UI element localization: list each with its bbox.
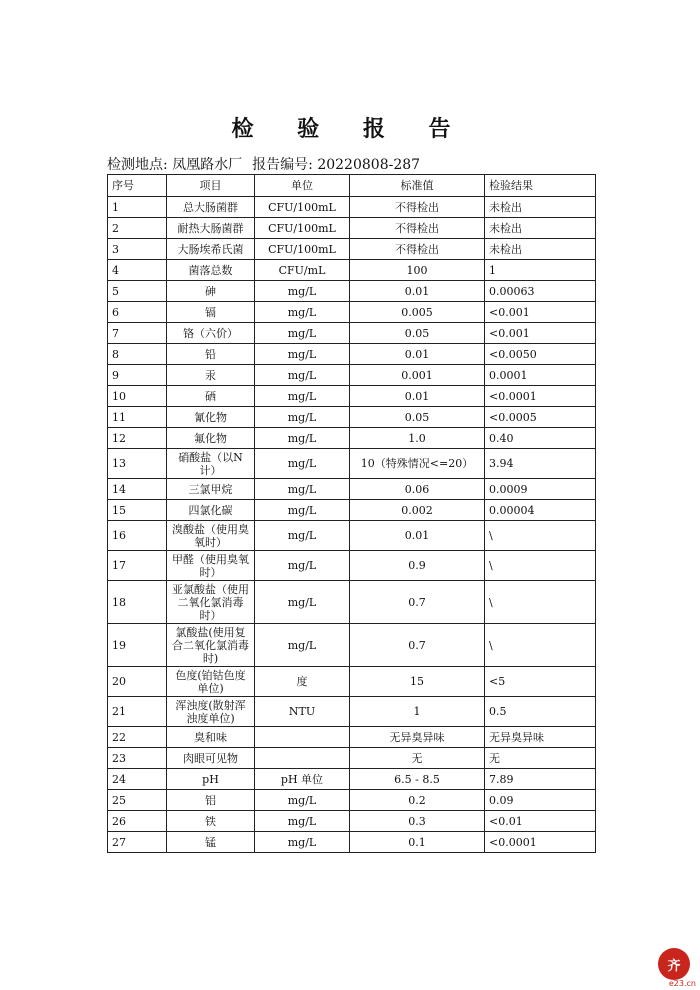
row-unit: mg/L xyxy=(255,624,350,667)
table-row xyxy=(108,281,596,302)
row-item: 锰 xyxy=(167,832,255,853)
table-row xyxy=(108,239,596,260)
row-unit: NTU xyxy=(255,697,350,727)
row-standard: 0.005 xyxy=(350,302,485,323)
row-result: <0.001 xyxy=(485,323,596,344)
table-row xyxy=(108,449,596,479)
row-result: 0.0001 xyxy=(485,365,596,386)
row-unit: mg/L xyxy=(255,281,350,302)
row-result: <0.01 xyxy=(485,811,596,832)
row-unit: mg/L xyxy=(255,790,350,811)
row-result: \ xyxy=(485,521,596,551)
report-meta xyxy=(107,154,430,174)
row-result: \ xyxy=(485,581,596,624)
row-result: 无异臭异味 xyxy=(485,727,596,748)
table-row xyxy=(108,748,596,769)
row-item: 大肠埃希氏菌 xyxy=(167,239,255,260)
row-result: \ xyxy=(485,551,596,581)
row-index: 8 xyxy=(108,344,167,365)
row-item: 耐热大肠菌群 xyxy=(167,218,255,239)
row-standard: 无异臭异味 xyxy=(350,727,485,748)
row-item: pH xyxy=(167,769,255,790)
row-unit: pH 单位 xyxy=(255,769,350,790)
table-body xyxy=(108,197,596,853)
row-standard: 0.05 xyxy=(350,323,485,344)
row-index: 1 xyxy=(108,197,167,218)
header-item: 项目 xyxy=(167,175,255,197)
row-unit: mg/L xyxy=(255,323,350,344)
row-standard: 0.001 xyxy=(350,365,485,386)
row-index: 19 xyxy=(108,624,167,667)
row-index: 10 xyxy=(108,386,167,407)
row-unit xyxy=(255,727,350,748)
table-row xyxy=(108,197,596,218)
row-result: <0.001 xyxy=(485,302,596,323)
row-result: <0.0001 xyxy=(485,832,596,853)
table-row xyxy=(108,428,596,449)
report-title: 检 验 报 告 xyxy=(231,116,469,142)
row-result: 0.40 xyxy=(485,428,596,449)
row-standard: 100 xyxy=(350,260,485,281)
row-standard: 不得检出 xyxy=(350,239,485,260)
table-row xyxy=(108,218,596,239)
row-index: 24 xyxy=(108,769,167,790)
row-standard: 0.01 xyxy=(350,281,485,302)
row-unit: CFU/100mL xyxy=(255,197,350,218)
report-table xyxy=(107,174,596,853)
table-row xyxy=(108,551,596,581)
row-index: 15 xyxy=(108,500,167,521)
row-item: 臭和味 xyxy=(167,727,255,748)
row-item: 浑浊度(散射浑浊度单位) xyxy=(167,697,255,727)
row-standard: 不得检出 xyxy=(350,197,485,218)
row-index: 17 xyxy=(108,551,167,581)
row-unit: mg/L xyxy=(255,581,350,624)
row-result: <0.0001 xyxy=(485,386,596,407)
row-result: 1 xyxy=(485,260,596,281)
table-row xyxy=(108,386,596,407)
table-row xyxy=(108,832,596,853)
row-standard: 不得检出 xyxy=(350,218,485,239)
row-standard: 10（特殊情况<=20） xyxy=(350,449,485,479)
row-standard: 0.01 xyxy=(350,386,485,407)
row-index: 26 xyxy=(108,811,167,832)
row-index: 6 xyxy=(108,302,167,323)
table-row xyxy=(108,697,596,727)
row-standard: 0.06 xyxy=(350,479,485,500)
table-row xyxy=(108,365,596,386)
row-unit: mg/L xyxy=(255,449,350,479)
table-row xyxy=(108,624,596,667)
row-standard: 1 xyxy=(350,697,485,727)
table-header-row xyxy=(108,175,596,197)
row-standard: 0.2 xyxy=(350,790,485,811)
row-unit: mg/L xyxy=(255,811,350,832)
row-item: 三氯甲烷 xyxy=(167,479,255,500)
row-result: 未检出 xyxy=(485,218,596,239)
header-standard: 标准值 xyxy=(350,175,485,197)
table-row xyxy=(108,323,596,344)
row-standard: 1.0 xyxy=(350,428,485,449)
row-item: 砷 xyxy=(167,281,255,302)
row-standard: 0.3 xyxy=(350,811,485,832)
row-item: 色度(铂钴色度单位) xyxy=(167,667,255,697)
row-standard: 6.5 - 8.5 xyxy=(350,769,485,790)
row-index: 3 xyxy=(108,239,167,260)
row-result: \ xyxy=(485,624,596,667)
row-item: 氯酸盐(使用复合二氧化氯消毒时) xyxy=(167,624,255,667)
row-index: 25 xyxy=(108,790,167,811)
row-result: 0.5 xyxy=(485,697,596,727)
table-row xyxy=(108,667,596,697)
header-index: 序号 xyxy=(108,175,167,197)
row-index: 5 xyxy=(108,281,167,302)
row-index: 11 xyxy=(108,407,167,428)
row-item: 亚氯酸盐（使用二氧化氯消毒时） xyxy=(167,581,255,624)
header-unit: 单位 xyxy=(255,175,350,197)
table-row xyxy=(108,769,596,790)
row-unit: mg/L xyxy=(255,428,350,449)
row-unit: mg/L xyxy=(255,386,350,407)
row-index: 9 xyxy=(108,365,167,386)
row-item: 硝酸盐（以N计） xyxy=(167,449,255,479)
row-index: 13 xyxy=(108,449,167,479)
row-unit: mg/L xyxy=(255,407,350,428)
row-unit: mg/L xyxy=(255,832,350,853)
row-item: 菌落总数 xyxy=(167,260,255,281)
table-row xyxy=(108,479,596,500)
row-index: 27 xyxy=(108,832,167,853)
row-item: 总大肠菌群 xyxy=(167,197,255,218)
row-unit: mg/L xyxy=(255,551,350,581)
row-result: 未检出 xyxy=(485,197,596,218)
row-unit: mg/L xyxy=(255,365,350,386)
table-row xyxy=(108,500,596,521)
row-index: 4 xyxy=(108,260,167,281)
row-item: 铬（六价） xyxy=(167,323,255,344)
row-result: 3.94 xyxy=(485,449,596,479)
row-standard: 0.01 xyxy=(350,521,485,551)
row-standard: 0.01 xyxy=(350,344,485,365)
row-item: 铅 xyxy=(167,344,255,365)
site-logo-icon: 齐 xyxy=(658,948,690,980)
row-standard: 15 xyxy=(350,667,485,697)
row-result: <0.0005 xyxy=(485,407,596,428)
row-unit: mg/L xyxy=(255,500,350,521)
row-item: 溴酸盐（使用臭氧时） xyxy=(167,521,255,551)
row-result: <0.0050 xyxy=(485,344,596,365)
row-unit: CFU/100mL xyxy=(255,218,350,239)
row-result: 无 xyxy=(485,748,596,769)
row-item: 铝 xyxy=(167,790,255,811)
row-index: 23 xyxy=(108,748,167,769)
table-row xyxy=(108,811,596,832)
table-row xyxy=(108,790,596,811)
row-index: 2 xyxy=(108,218,167,239)
row-result: <5 xyxy=(485,667,596,697)
test-location: 检测地点: 凤凰路水厂 xyxy=(107,157,243,173)
row-result: 未检出 xyxy=(485,239,596,260)
row-index: 22 xyxy=(108,727,167,748)
row-standard: 0.05 xyxy=(350,407,485,428)
row-item: 铁 xyxy=(167,811,255,832)
row-unit: mg/L xyxy=(255,479,350,500)
row-index: 18 xyxy=(108,581,167,624)
row-item: 氰化物 xyxy=(167,407,255,428)
table-row xyxy=(108,260,596,281)
row-item: 硒 xyxy=(167,386,255,407)
row-result: 0.00004 xyxy=(485,500,596,521)
row-unit xyxy=(255,748,350,769)
row-item: 镉 xyxy=(167,302,255,323)
header-result: 检验结果 xyxy=(485,175,596,197)
row-item: 肉眼可见物 xyxy=(167,748,255,769)
row-item: 汞 xyxy=(167,365,255,386)
row-unit: 度 xyxy=(255,667,350,697)
row-unit: CFU/100mL xyxy=(255,239,350,260)
row-result: 0.00063 xyxy=(485,281,596,302)
row-item: 氟化物 xyxy=(167,428,255,449)
row-result: 0.09 xyxy=(485,790,596,811)
row-standard: 0.7 xyxy=(350,581,485,624)
row-standard: 0.7 xyxy=(350,624,485,667)
row-index: 20 xyxy=(108,667,167,697)
table-row xyxy=(108,727,596,748)
row-unit: CFU/mL xyxy=(255,260,350,281)
table-row xyxy=(108,581,596,624)
table-row xyxy=(108,521,596,551)
row-index: 21 xyxy=(108,697,167,727)
row-standard: 0.1 xyxy=(350,832,485,853)
report-number: 报告编号: 20220808-287 xyxy=(252,157,421,173)
row-unit: mg/L xyxy=(255,344,350,365)
row-result: 7.89 xyxy=(485,769,596,790)
row-item: 四氯化碳 xyxy=(167,500,255,521)
row-unit: mg/L xyxy=(255,302,350,323)
table-row xyxy=(108,302,596,323)
row-standard: 无 xyxy=(350,748,485,769)
row-index: 14 xyxy=(108,479,167,500)
site-watermark-text: e23.cn xyxy=(668,979,696,988)
row-index: 12 xyxy=(108,428,167,449)
row-standard: 0.002 xyxy=(350,500,485,521)
table-row xyxy=(108,407,596,428)
table-row xyxy=(108,344,596,365)
row-index: 7 xyxy=(108,323,167,344)
row-item: 甲醛（使用臭氧时） xyxy=(167,551,255,581)
row-standard: 0.9 xyxy=(350,551,485,581)
row-unit: mg/L xyxy=(255,521,350,551)
row-result: 0.0009 xyxy=(485,479,596,500)
row-index: 16 xyxy=(108,521,167,551)
